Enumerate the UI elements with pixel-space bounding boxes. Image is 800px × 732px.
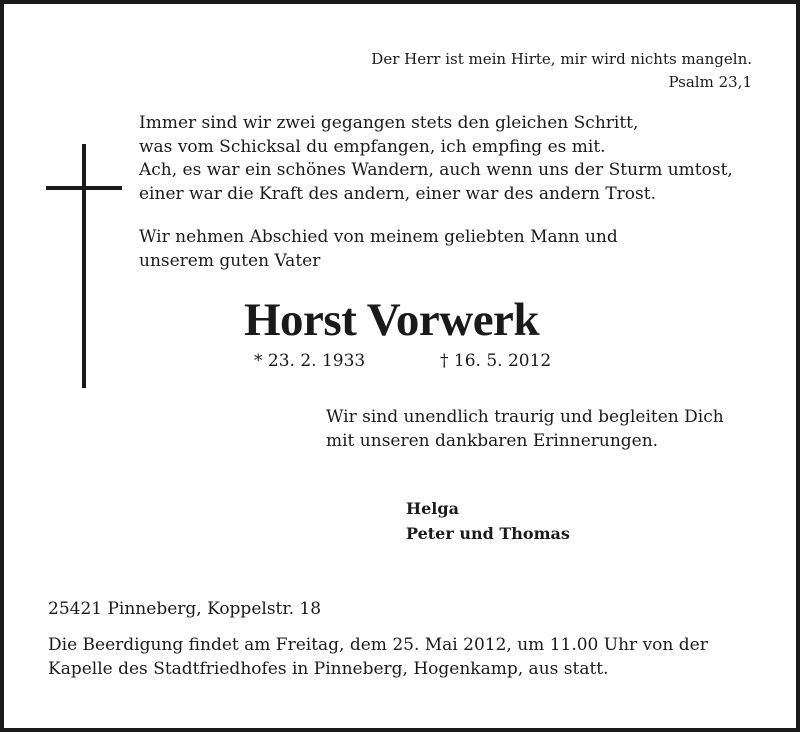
birth-date: * 23. 2. 1933 — [254, 351, 366, 371]
deceased-name: Horst Vorwerk — [244, 294, 540, 346]
funeral-line: Kapelle des Stadtfriedhofes in Pinneberg, Hogenkamp, aus statt. — [48, 659, 609, 679]
mourners-list — [406, 496, 570, 546]
poem-line: Ach, es war ein schönes Wandern, auch wenn uns der Sturm umtost, — [139, 160, 733, 180]
farewell-line: Wir nehmen Abschied von meinem geliebten Mann und — [139, 227, 618, 247]
cross-icon-bar — [46, 186, 122, 190]
poem-line: was vom Schicksal du empfangen, ich empfing es mit. — [139, 136, 606, 157]
closing-text — [326, 405, 724, 453]
mourner-name: Peter und Thomas — [406, 524, 570, 543]
farewell-line: unserem guten Vater — [139, 250, 321, 271]
psalm-reference: Psalm 23,1 — [668, 73, 752, 91]
death-date: † 16. 5. 2012 — [440, 351, 552, 371]
cross-icon — [82, 144, 86, 388]
closing-line: Wir sind unendlich traurig und begleiten Dich — [326, 407, 724, 427]
family-address: 25421 Pinneberg, Koppelstr. 18 — [48, 599, 322, 619]
poem-line: einer war die Kraft des andern, einer war des andern Trost. — [139, 183, 656, 204]
closing-line: mit unseren dankbaren Erinnerungen. — [326, 431, 659, 451]
funeral-line: Die Beerdigung findet am Freitag, dem 25. Mai 2012, um 11.00 Uhr von der — [48, 635, 708, 655]
farewell-text — [139, 226, 618, 273]
psalm-quote: Der Herr ist mein Hirte, mir wird nichts mangeln. — [371, 50, 752, 68]
poem-line: Immer sind wir zwei gegangen stets den gleichen Schritt, — [139, 113, 639, 133]
psalm-epigraph — [371, 48, 752, 94]
funeral-details — [48, 633, 708, 681]
poem — [139, 112, 733, 206]
mourner-name: Helga — [406, 499, 459, 518]
